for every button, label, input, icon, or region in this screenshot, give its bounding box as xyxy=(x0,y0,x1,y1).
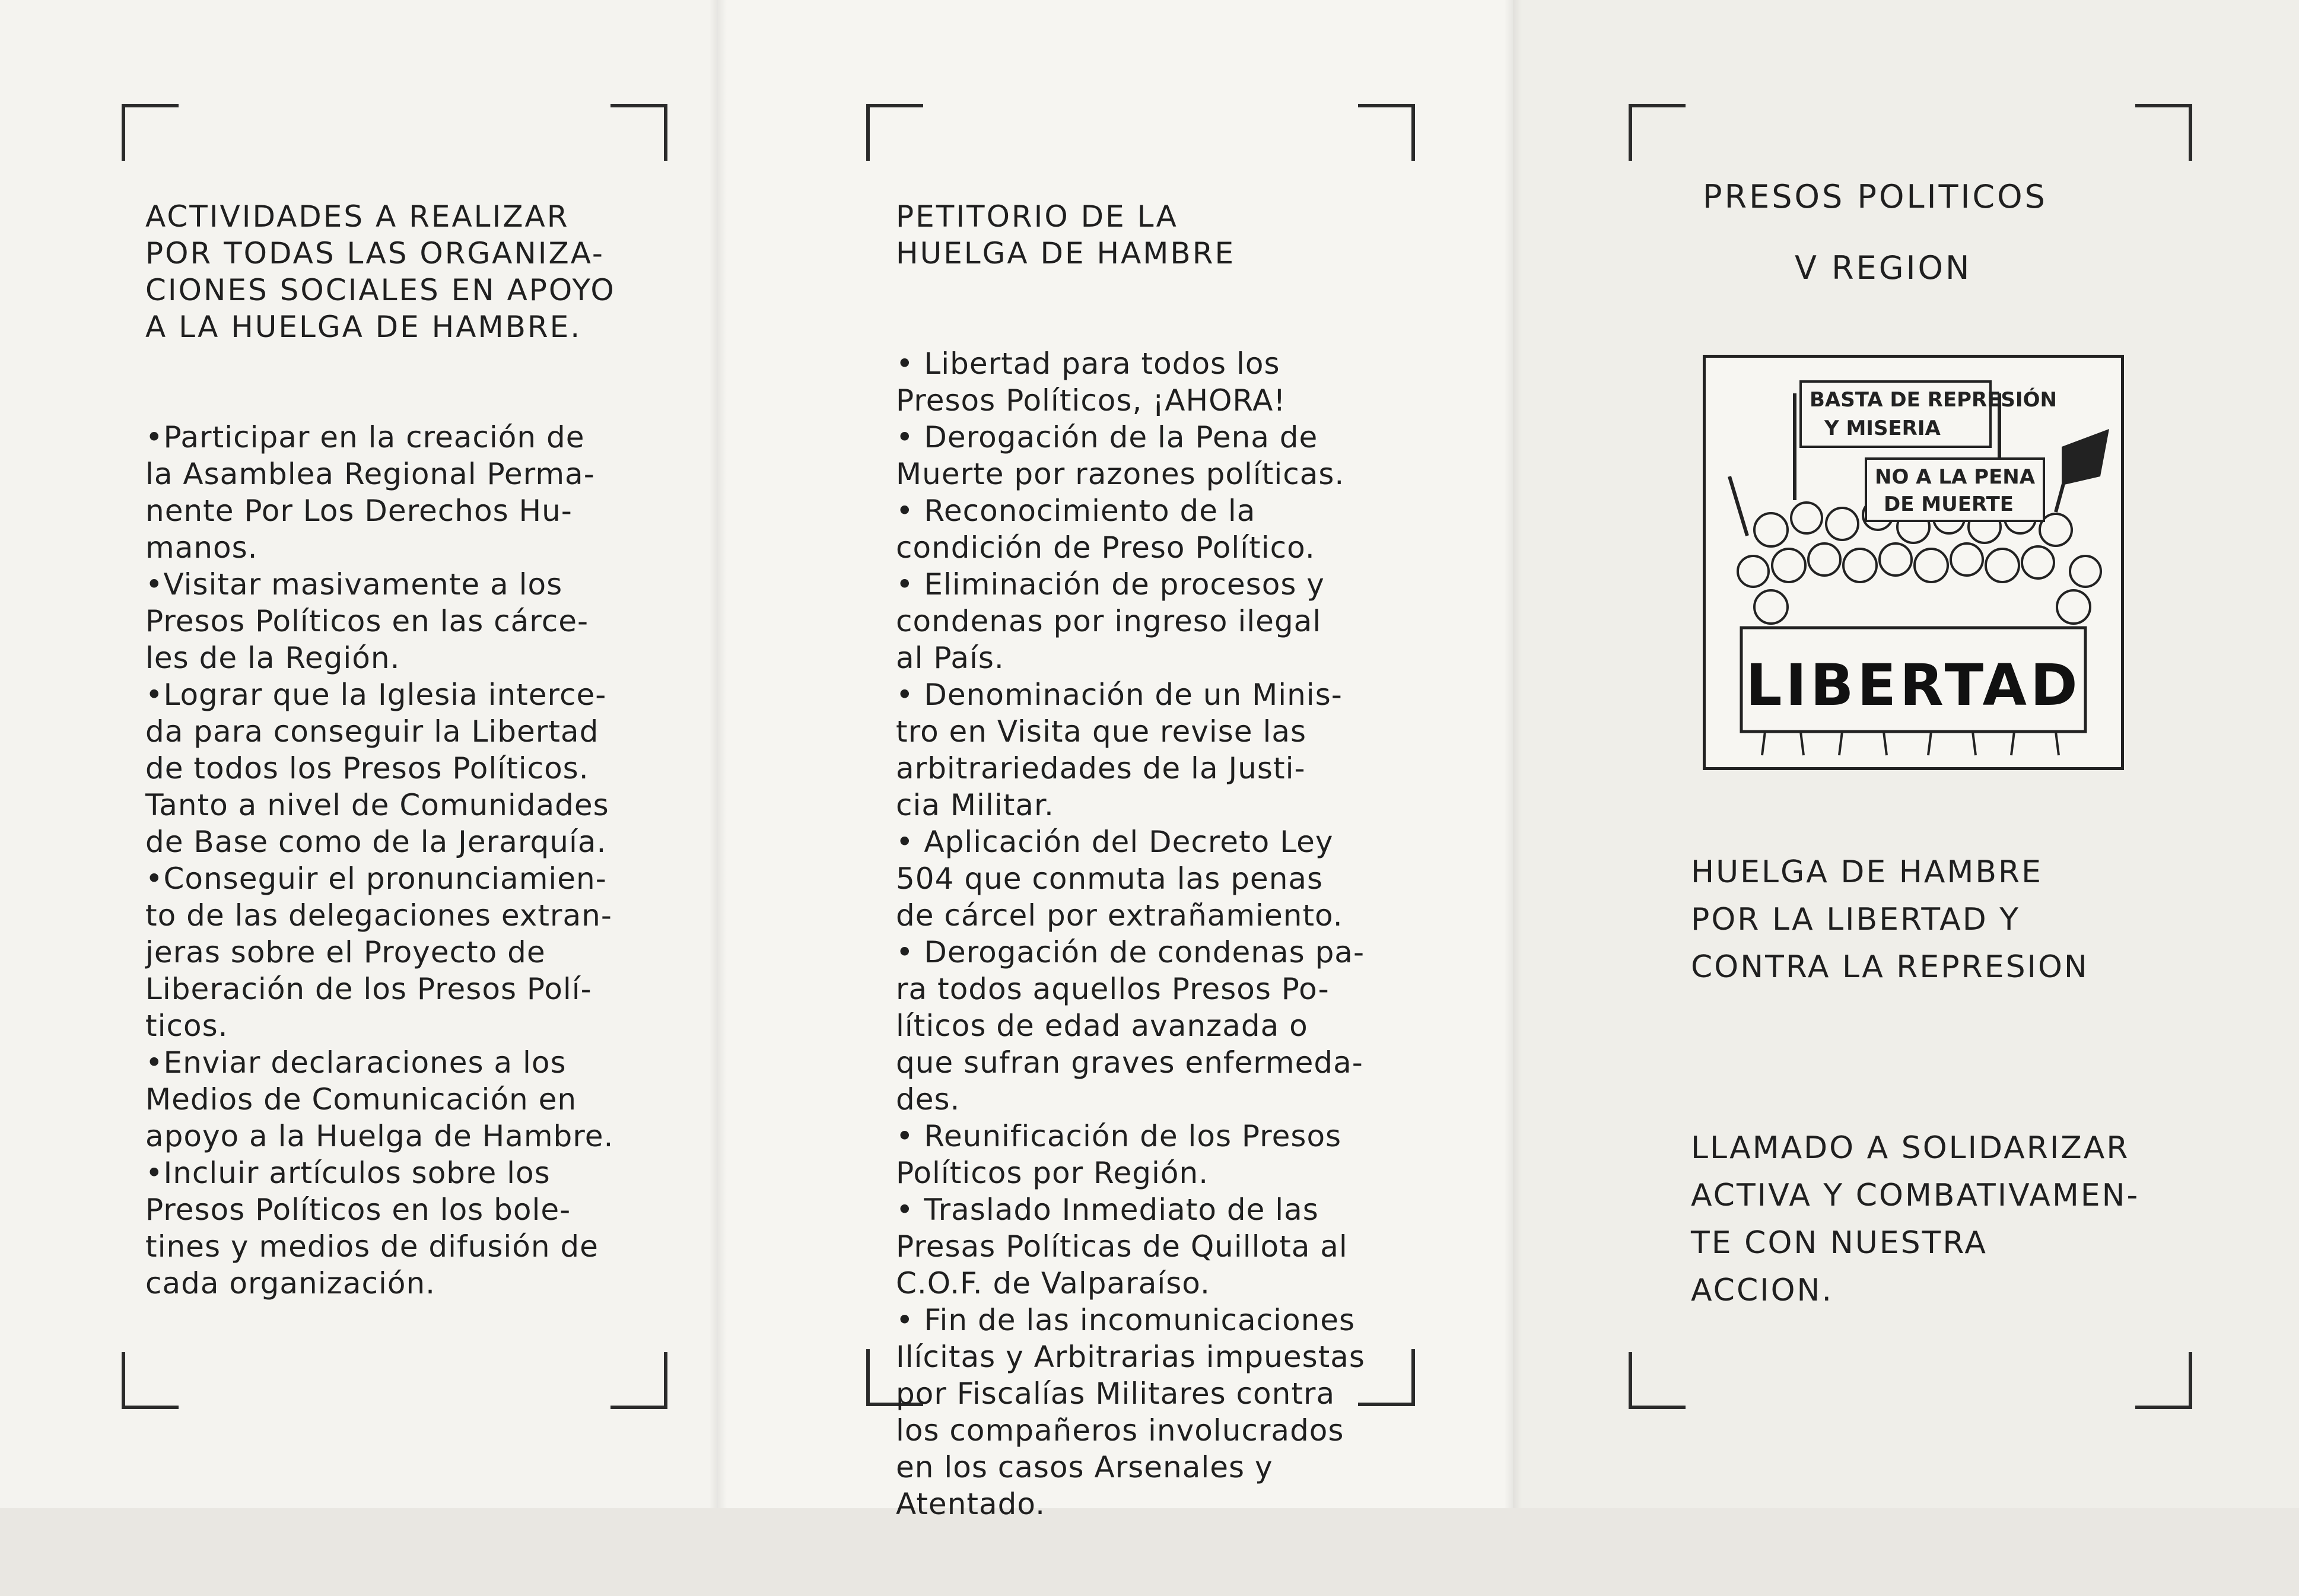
petition-list: • Libertad para todos los Presos Políticos, ¡AHORA! • Derogación de la Pena de Muerte por razones políticas. • Reconocimiento de la condición de Preso Político. • Eliminación de procesos y condenas por ingreso ilegal al País. • Denominación de un Minis- tro en Visita que revise las arbitrariedades de la Justi- cia Militar. • Aplicación del Decreto Ley 504 que conmuta las penas de cárcel por extrañamiento. • Derogación de condenas pa- ra todos aquellos Presos Po- líticos de edad avanzada o que sufran graves enfermeda- des. • Reunificación de los Presos Políticos por Región. • Traslado Inmediato de las Presas Políticas de Quillota al C.O.F. de Valparaíso. • Fin de las incomunicaciones Ilícitas y Arbitrarias impuestas por Fiscalías Militares contra los compañeros involucrados en los casos Arsenales y Atentado. xyxy=(896,346,1365,1521)
sign-top-line1: BASTA DE REPRESIÓN xyxy=(1810,388,2057,412)
sign-middle-line2: DE MUERTE xyxy=(1884,492,2014,516)
banner-libertad: LIBERTAD xyxy=(1745,652,2081,718)
protest-illustration xyxy=(1703,355,2124,770)
solidarity-call-text: LLAMADO A SOLIDARIZAR ACTIVA Y COMBATIVAMEN- TE CON NUESTRA ACCION. xyxy=(1691,1130,2140,1308)
petition-heading: PETITORIO DE LA HUELGA DE HAMBRE xyxy=(896,199,1236,271)
frame-corner xyxy=(1629,1352,1686,1409)
activities-heading: ACTIVIDADES A REALIZAR POR TODAS LAS ORGANIZA- CIONES SOCIALES EN APOYO A LA HUELGA DE HAMBRE. xyxy=(145,199,616,344)
frame-corner xyxy=(2135,104,2192,161)
middle-panel-text xyxy=(896,125,1406,1596)
activities-list: •Participar en la creación de la Asamblea Regional Perma- nente Por Los Derechos Hu- manos. •Visitar masivamente a los Presos Políticos en las cárce- les de la Región. •Lograr que la Iglesia interce- da para conseguir la Libertad de todos los Presos Políticos. Tanto a nivel de Comunidades de Base como de la Jerarquía. •Conseguir el pronunciamien- to de las delegaciones extran- jeras sobre el Proyecto de Liberación de los Presos Polí- ticos. •Enviar declaraciones a los Medios de Comunicación en apoyo a la Huelga de Hambre. •Incluir artículos sobre los Presos Políticos en los bole- tines y medios de difusión de cada organización. xyxy=(145,420,614,1301)
hunger-strike-text: HUELGA DE HAMBRE POR LA LIBERTAD Y CONTRA LA REPRESION xyxy=(1691,854,2089,985)
cover-subtitle: V REGION xyxy=(1795,249,1972,287)
frame-corner xyxy=(1629,104,1686,161)
sign-top-line2: Y MISERIA xyxy=(1824,417,1941,440)
cover-title: PRESOS POLITICOS xyxy=(1703,178,2047,215)
fold-line xyxy=(709,0,727,1508)
frame-corner xyxy=(2135,1352,2192,1409)
sign-middle-line1: NO A LA PENA xyxy=(1875,465,2036,489)
flag-icon xyxy=(2062,429,2109,485)
left-panel-text xyxy=(145,125,656,1375)
fold-line xyxy=(1504,0,1522,1508)
